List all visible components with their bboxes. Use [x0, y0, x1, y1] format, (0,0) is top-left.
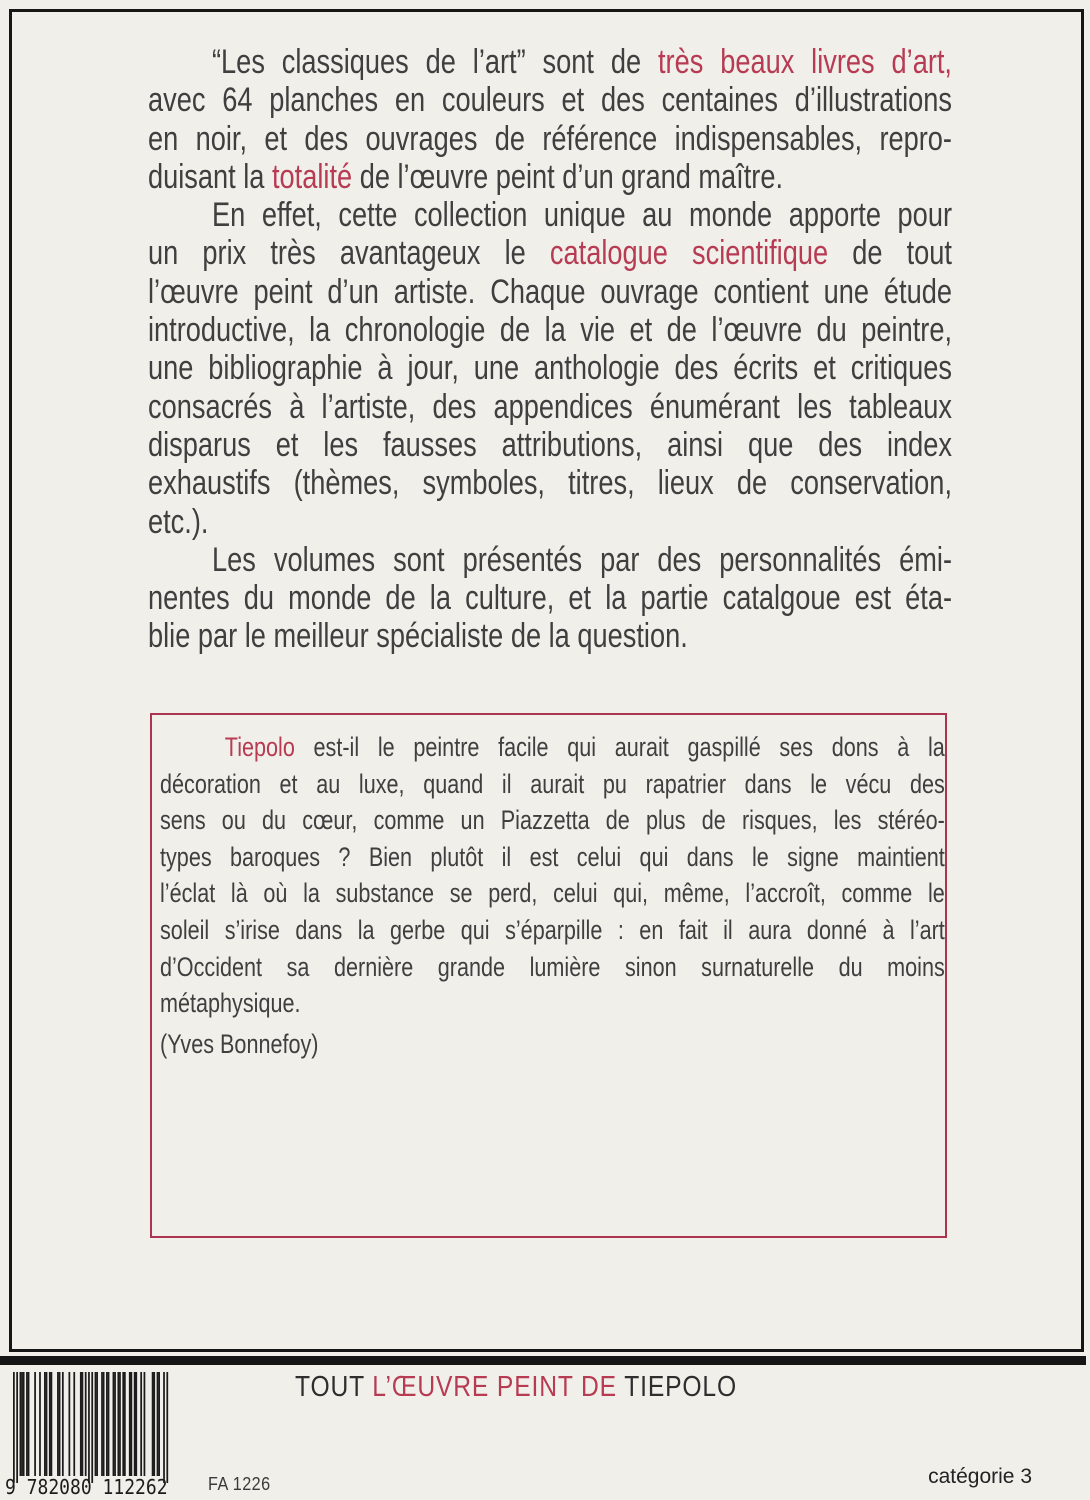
text-line: [148, 349, 952, 387]
text-segment: avec 64 planches en couleurs et des centaines d’illustrations: [148, 81, 952, 120]
text-line: [148, 43, 952, 81]
footer-divider-rule: [0, 1356, 1086, 1365]
text-line: [148, 158, 952, 196]
highlighted-text: très beaux livres d’art,: [657, 43, 952, 81]
text-line: [148, 464, 952, 502]
text-segment: en noir, et des ouvrages de référence indispensables, repro-: [148, 119, 952, 158]
text-segment: Les volumes sont présentés par des personnalités émi-: [212, 540, 952, 579]
footer-title-part1: TOUT: [294, 1371, 373, 1403]
text-segment: est-il le peintre facile qui aurait gaspillé ses dons à la: [294, 732, 945, 762]
text-segment: introductive, la chronologie de la vie et de l’œuvre du peintre,: [148, 311, 952, 350]
intro-text-column: [148, 43, 952, 656]
text-segment: une bibliographie à jour, une anthologie des écrits et critiques: [148, 349, 952, 388]
text-segment: sens ou du cœur, comme un Piazzetta de plus de risques, les stéréo-: [160, 805, 945, 836]
footer-title-part2: L’ŒUVRE PEINT DE: [372, 1371, 625, 1403]
text-line: [160, 729, 945, 766]
text-line: [160, 766, 945, 803]
text-segment: blie par le meilleur spécialiste de la question.: [148, 617, 688, 656]
quote-attribution: (Yves Bonnefoy): [160, 1028, 319, 1059]
highlighted-text: Tiepolo: [224, 732, 295, 762]
text-line: [148, 273, 952, 311]
text-segment: etc.).: [148, 502, 209, 541]
text-line: [148, 617, 952, 655]
text-line: [160, 912, 945, 949]
text-segment: de l’œuvre peint d’un grand maître.: [352, 157, 784, 196]
ean-barcode: [13, 1372, 169, 1489]
text-segment: types baroques ? Bien plutôt il est celui qui dans le signe maintient: [160, 841, 945, 872]
text-line: [160, 985, 945, 1022]
text-line: [148, 541, 952, 579]
barcode-bars: [13, 1372, 169, 1484]
text-line: [148, 120, 952, 158]
footer-title-part3: TIEPOLO: [624, 1371, 737, 1403]
text-segment: En effet, cette collection unique au monde apporte pour: [212, 196, 952, 235]
text-line: [160, 949, 945, 986]
text-segment: consacrés à l’artiste, des appendices énumérant les tableaux: [148, 387, 952, 426]
intro-paragraphs: [148, 43, 952, 656]
text-segment: de tout: [828, 234, 952, 273]
text-line: [160, 802, 945, 839]
text-line: [148, 426, 952, 464]
text-line: [160, 839, 945, 876]
text-line: [160, 875, 945, 912]
category-label: catégorie 3: [928, 1465, 1032, 1488]
text-segment: l’œuvre peint d’un artiste. Chaque ouvrage contient une étude: [148, 272, 952, 311]
text-segment: d’Occident sa dernière grande lumière sinon surnaturelle du moins: [160, 951, 945, 982]
text-segment: exhaustifs (thèmes, symboles, titres, lieux de conservation,: [148, 464, 952, 503]
text-segment: nentes du monde de la culture, et la partie catalgoue est éta-: [148, 579, 952, 618]
text-line: [148, 234, 952, 272]
text-segment: métaphysique.: [160, 988, 301, 1019]
barcode-digits: 9 782080 112262: [5, 1475, 168, 1499]
tiepolo-quote-box: [150, 713, 947, 1238]
highlighted-text: totalité: [272, 157, 353, 196]
text-segment: “Les classiques de l’art” sont de: [212, 43, 658, 81]
text-segment: l’éclat là où la substance se perd, celui qui, même, l’accroît, comme le: [160, 878, 945, 909]
text-line: [148, 196, 952, 234]
text-segment: duisant la: [148, 157, 272, 196]
text-segment: décoration et au luxe, quand il aurait pu rapatrier dans le vécu des: [160, 768, 945, 799]
text-line: [148, 81, 952, 119]
product-code: FA 1226: [208, 1474, 271, 1494]
text-segment: un prix très avantageux le: [148, 234, 550, 273]
footer-title-text: [295, 1371, 737, 1404]
quote-paragraph: [160, 729, 945, 1062]
highlighted-text: catalogue scientifique: [549, 234, 829, 273]
text-line: [148, 311, 952, 349]
text-segment: disparus et les fausses attributions, ainsi que des index: [148, 425, 952, 464]
text-line: [148, 503, 952, 541]
text-segment: soleil s’irise dans la gerbe qui s’éparpille : en fait il aura donné à l’art: [160, 914, 945, 945]
text-line: [148, 579, 952, 617]
text-line: [148, 388, 952, 426]
